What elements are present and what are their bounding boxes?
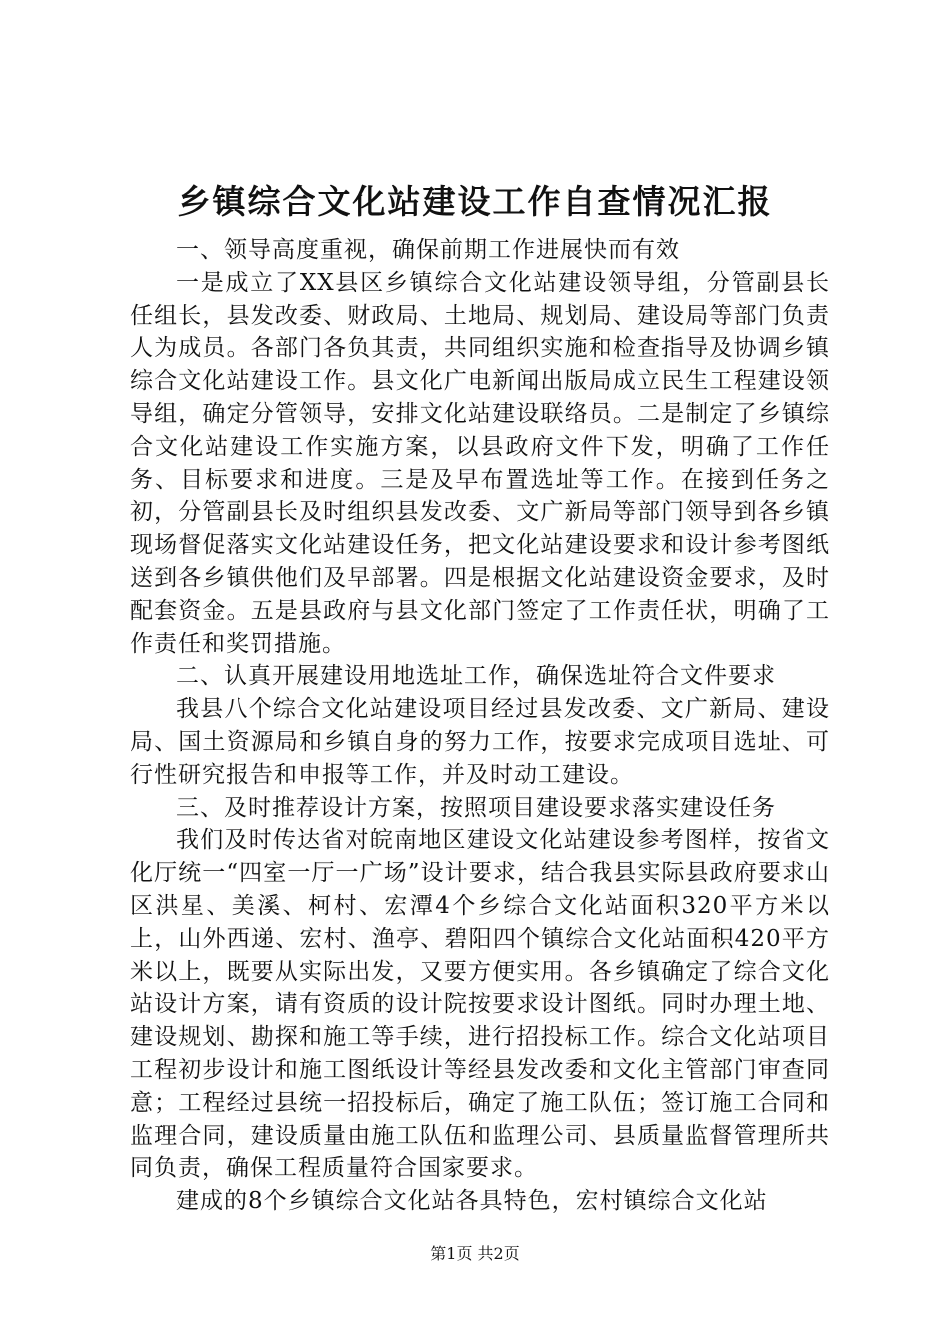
paragraph-3: 我们及时传达省对皖南地区建设文化站建设参考图样，按省文化厅统一“四室一厅一广场”设计要求，结合我县实际县政府要求山区洪星、美溪、柯村、宏潭4个乡综合文化站面积320平方米以上，山外西递、宏村、渔亭、碧阳四个镇综合文化站面积420平方米以上，既要从实际出发，又要方便实用。各乡镇确定了综合文化站设计方案，请有资质的设计院按要求设计图纸。同时办理土地、建设规划、勘探和施工等手续，进行招投标工作。综合文化站项目工程初步设计和施工图纸设计等经县发改委和文化主管部门审查同意；工程经过县统一招投标后，确定了施工队伍；签订施工合同和监理合同，建设质量由施工队伍和监理公司、县质量监督管理所共同负责，确保工程质量符合国家要求。 — [130, 827, 830, 1182]
paragraph-4: 建成的8个乡镇综合文化站各具特色，宏村镇综合文化站 — [176, 1188, 768, 1215]
paragraph-2: 我县八个综合文化站建设项目经过县发改委、文广新局、建设局、国土资源局和乡镇自身的努力工作，按要求完成项目选址、可行性研究报告和申报等工作，并及时动工建设。 — [130, 696, 830, 788]
page-footer: 第1页 共2页 — [430, 1244, 520, 1263]
document-body — [130, 234, 830, 1218]
document-title: 乡镇综合文化站建设工作自查情况汇报 — [177, 182, 773, 221]
heading-2: 二、认真开展建设用地选址工作，确保选址符合文件要求 — [176, 663, 776, 690]
heading-3: 三、及时推荐设计方案，按照项目建设要求落实建设任务 — [176, 794, 776, 821]
paragraph-1: 一是成立了XX县区乡镇综合文化站建设领导组，分管副县长任组长，县发改委、财政局、土地局、规划局、建设局等部门负责人为成员。各部门各负其责，共同组织实施和检查指导及协调乡镇综合文化站建设工作。县文化广电新闻出版局成立民生工程建设领导组，确定分管领导，安排文化站建设联络员。二是制定了乡镇综合文化站建设工作实施方案，以县政府文件下发，明确了工作任务、目标要求和进度。三是及早布置选址等工作。在接到任务之初，分管副县长及时组织县发改委、文广新局等部门领导到各乡镇现场督促落实文化站建设任务，把文化站建设要求和设计参考图纸送到各乡镇供他们及早部署。四是根据文化站建设资金要求，及时配套资金。五是县政府与县文化部门签定了工作责任状，明确了工作责任和奖罚措施。 — [130, 269, 830, 657]
heading-1: 一、领导高度重视，确保前期工作进展快而有效 — [176, 237, 680, 263]
